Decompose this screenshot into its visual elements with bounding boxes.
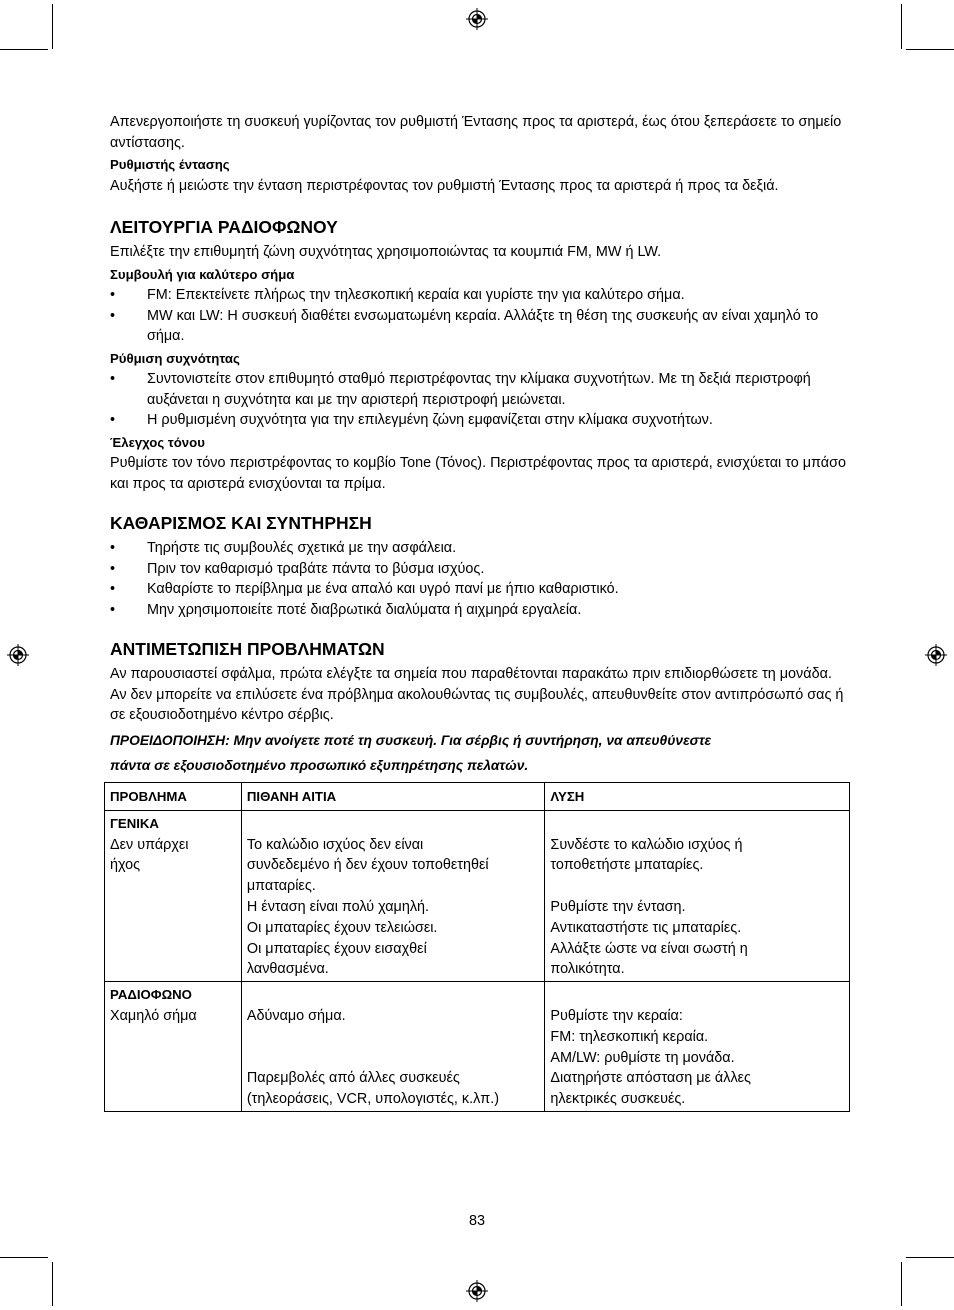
list-item-text: Τηρήστε τις συμβουλές σχετικά με την ασφάλεια. — [147, 540, 457, 556]
bullet-icon: • — [110, 412, 116, 428]
radio-intro-paragraph: Επιλέξτε την επιθυμητή ζώνη συχνότητας χρησιμοποιώντας τα κουμπιά FM, MW ή LW. — [110, 244, 662, 260]
cause-text: (τηλεοράσεις, VCR, υπολογιστές, κ.λπ.) — [246, 1091, 500, 1108]
crop-mark — [0, 1257, 48, 1258]
list-item-text: Η ρυθμισμένη συχνότητα για την επιλεγμένη ζώνη εμφανίζεται στην κλίμακα συχνοτήτων. — [147, 412, 713, 428]
frequency-list — [110, 369, 850, 431]
troubleshooting-table — [104, 782, 850, 1112]
list-item-text: FM: Επεκτείνετε πλήρως την τηλεσκοπική κεραία και γυρίστε την για καλύτερο σήμα. — [147, 287, 685, 303]
category-label: ΡΑΔΙΟΦΩΝΟ — [110, 987, 192, 1003]
signal-tip-list — [110, 285, 850, 347]
cause-text: Παρεμβολές από άλλες συσκευές — [246, 1070, 460, 1087]
troubleshooting-section-heading: ΑΝΤΙΜΕΤΩΠΙΣΗ ΠΡΟΒΛΗΜΑΤΩΝ — [110, 639, 385, 659]
solution-text: ηλεκτρικές συσκευές. — [550, 1091, 686, 1108]
list-item-text: Συντονιστείτε στον επιθυμητό σταθμό περιστρέφοντας την κλίμακα συχνοτήτων. Με τη δεξιά περιστροφή αυξάνεται η συχνότητα και με την αριστερή περιστροφή μειώνεται. — [147, 371, 811, 408]
volume-paragraph: Αυξήστε ή μειώστε την ένταση περιστρέφοντας τον ρυθμιστή Έντασης προς τα αριστερά ή προς τα δεξιά. — [110, 177, 779, 194]
list-item — [110, 306, 850, 347]
solution-text: Ρυθμίστε την κεραία: — [550, 1007, 683, 1024]
cause-text: μπαταρίες. — [246, 878, 316, 895]
signal-tip-subheading: Συμβουλή για καλύτερο σήμα — [110, 266, 295, 282]
crop-mark — [906, 1257, 954, 1258]
cause-text: λανθασμένα. — [246, 961, 329, 978]
bullet-icon: • — [110, 601, 116, 618]
registration-mark-icon — [466, 1280, 488, 1302]
crop-mark — [52, 1262, 53, 1306]
problem-cell — [105, 810, 242, 981]
bullet-icon: • — [110, 560, 116, 577]
registration-mark-icon — [7, 644, 29, 666]
bullet-icon: • — [110, 371, 116, 387]
solution-text: Αλλάξτε ώστε να είναι σωστή η — [550, 940, 748, 957]
cause-text: Αδύναμο σήμα. — [246, 1007, 346, 1024]
warning-text — [110, 728, 850, 778]
column-header-cause: ΠΙΘΑΝΗ ΑΙΤΙΑ — [241, 783, 545, 811]
list-item — [110, 410, 850, 431]
list-item — [110, 538, 850, 559]
category-label: ΓΕΝΙΚΑ — [110, 815, 159, 831]
tone-subheading: Έλεγχος τόνου — [110, 434, 205, 450]
problem-text: Δεν υπάρχει — [110, 836, 189, 853]
list-item — [110, 285, 850, 306]
crop-mark — [901, 1262, 902, 1306]
crop-mark — [0, 49, 48, 50]
table-row — [105, 982, 850, 1112]
crop-mark — [52, 4, 53, 49]
cause-cell — [241, 982, 545, 1112]
solution-cell — [545, 810, 850, 981]
list-item — [110, 600, 850, 621]
crop-mark — [906, 49, 954, 50]
cause-text: Οι μπαταρίες έχουν εισαχθεί — [246, 940, 427, 957]
list-item-text: Μην χρησιμοποιείτε ποτέ διαβρωτικά διαλύματα ή αιχμηρά εργαλεία. — [147, 601, 582, 618]
solution-text: Αντικαταστήστε τις μπαταρίες. — [550, 919, 742, 936]
list-item — [110, 559, 850, 580]
problem-text: ήχος — [110, 857, 141, 874]
cleaning-list — [110, 538, 850, 620]
column-header-solution: ΛΥΣΗ — [545, 783, 850, 811]
volume-subheading: Ρυθμιστής έντασης — [110, 157, 230, 172]
list-item-text: Καθαρίστε το περίβλημα με ένα απαλό και υγρό πανί με ήπιο καθαριστικό. — [147, 581, 619, 597]
bullet-icon: • — [110, 287, 116, 303]
cause-text: συνδεδεμένο ή δεν έχουν τοποθετηθεί — [246, 857, 489, 874]
solution-text: AM/LW: ρυθμίστε τη μονάδα. — [550, 1049, 735, 1066]
cause-text: Η ένταση είναι πολύ χαμηλή. — [246, 898, 430, 915]
bullet-icon: • — [110, 581, 116, 597]
registration-mark-icon — [466, 8, 488, 30]
page-content — [110, 112, 850, 778]
warning-line: πάντα σε εξουσιοδοτημένο προσωπικό εξυπηρέτησης πελατών. — [110, 757, 529, 773]
solution-text: τοποθετήστε μπαταρίες. — [550, 857, 704, 874]
table-row — [105, 810, 850, 981]
radio-section-heading: ΛΕΙΤΟΥΡΓΙΑ ΡΑΔΙΟΦΩΝΟΥ — [110, 217, 338, 237]
list-item — [110, 369, 850, 410]
problem-text: Χαμηλό σήμα — [110, 1007, 197, 1024]
frequency-subheading: Ρύθμιση συχνότητας — [110, 350, 240, 366]
page-number: 83 — [468, 1213, 485, 1229]
cause-text: Το καλώδιο ισχύος δεν είναι — [246, 836, 424, 853]
solution-text: πολικότητα. — [550, 961, 625, 978]
cause-text: Οι μπαταρίες έχουν τελειώσει. — [246, 919, 438, 936]
column-header-problem: ΠΡΟΒΛΗΜΑ — [105, 783, 242, 811]
bullet-icon: • — [110, 540, 116, 556]
cleaning-section-heading: ΚΑΘΑΡΙΣΜΟΣ ΚΑΙ ΣΥΝΤΗΡΗΣΗ — [110, 513, 372, 533]
solution-text: Διατηρήστε απόσταση με άλλες — [550, 1070, 751, 1087]
list-item-text: Πριν τον καθαρισμό τραβάτε πάντα το βύσμα ισχύος. — [147, 560, 485, 577]
problem-cell — [105, 982, 242, 1112]
crop-mark — [901, 4, 902, 49]
power-off-paragraph: Απενεργοποιήστε τη συσκευή γυρίζοντας τον ρυθμιστή Έντασης προς τα αριστερά, έως ότου ξεπεράσετε το σημείο αντίστασης. — [110, 114, 842, 151]
tone-paragraph: Ρυθμίστε τον τόνο περιστρέφοντας το κομβίο Tone (Τόνος). Περιστρέφοντας προς τα αριστερά, ενισχύεται το μπάσο και προς τα αριστερά ενισχύονται τα πρίμα. — [110, 455, 846, 492]
list-item — [110, 579, 850, 600]
troubleshooting-intro: Αν παρουσιαστεί σφάλμα, πρώτα ελέγξτε τα σημεία που παραθέτονται παρακάτω πριν επιδιορθώσετε τη μονάδα. Αν δεν μπορείτε να επιλύσετε ένα πρόβλημα ακολουθώντας τις συμβουλές, απευθυνθείτε στον αντιπρόσωπό σας ή σε εξουσιοδοτημένο κέντρο σέρβις. — [110, 666, 844, 723]
solution-text: Ρυθμίστε την ένταση. — [550, 898, 686, 915]
warning-line: ΠΡΟΕΙΔΟΠΟΙΗΣΗ: Μην ανοίγετε ποτέ τη συσκευή. Για σέρβις ή συντήρηση, να απευθύνεστε — [110, 732, 712, 748]
cause-cell — [241, 810, 545, 981]
registration-mark-icon — [925, 644, 947, 666]
solution-cell — [545, 982, 850, 1112]
table-header-row — [105, 783, 850, 811]
bullet-icon: • — [110, 307, 116, 324]
solution-text: FM: τηλεσκοπική κεραία. — [550, 1028, 709, 1045]
solution-text: Συνδέστε το καλώδιο ισχύος ή — [550, 836, 743, 853]
list-item-text: MW και LW: Η συσκευή διαθέτει ενσωματωμένη κεραία. Αλλάξτε τη θέση της συσκευής αν είναι χαμηλό το σήμα. — [147, 307, 819, 344]
